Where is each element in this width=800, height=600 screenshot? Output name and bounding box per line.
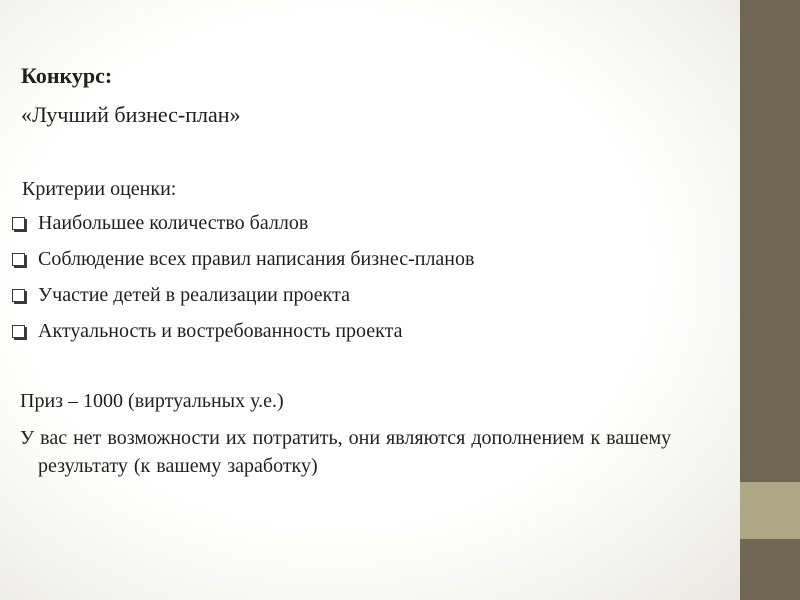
- slide-subtitle: «Лучший бизнес-план»: [21, 102, 241, 127]
- criteria-item-label: Участие детей в реализации проекта: [38, 284, 350, 306]
- criteria-item: [10, 282, 474, 318]
- checkbox-bullet-icon: [12, 217, 25, 230]
- criteria-list: [10, 210, 474, 354]
- criteria-item: [10, 210, 474, 246]
- note-text: У вас нет возможности их потратить, они являются дополнением к вашему результату (к вашему заработку): [20, 427, 672, 477]
- prize-text: Приз – 1000 (виртуальных у.е.): [20, 390, 284, 412]
- criteria-item-label: Актуальность и востребованность проекта: [38, 320, 403, 342]
- criteria-item-label: Наибольшее количество баллов: [38, 212, 309, 234]
- checkbox-bullet-icon: [12, 325, 25, 338]
- criteria-heading: Критерии оценки:: [22, 178, 177, 200]
- slide-title: Конкурс:: [21, 63, 113, 88]
- criteria-item-label: Соблюдение всех правил написания бизнес-планов: [38, 248, 475, 270]
- criteria-item: [10, 318, 474, 354]
- side-decoration-accent: [740, 482, 800, 539]
- checkbox-bullet-icon: [12, 253, 25, 266]
- checkbox-bullet-icon: [12, 289, 25, 302]
- criteria-item: [10, 246, 474, 282]
